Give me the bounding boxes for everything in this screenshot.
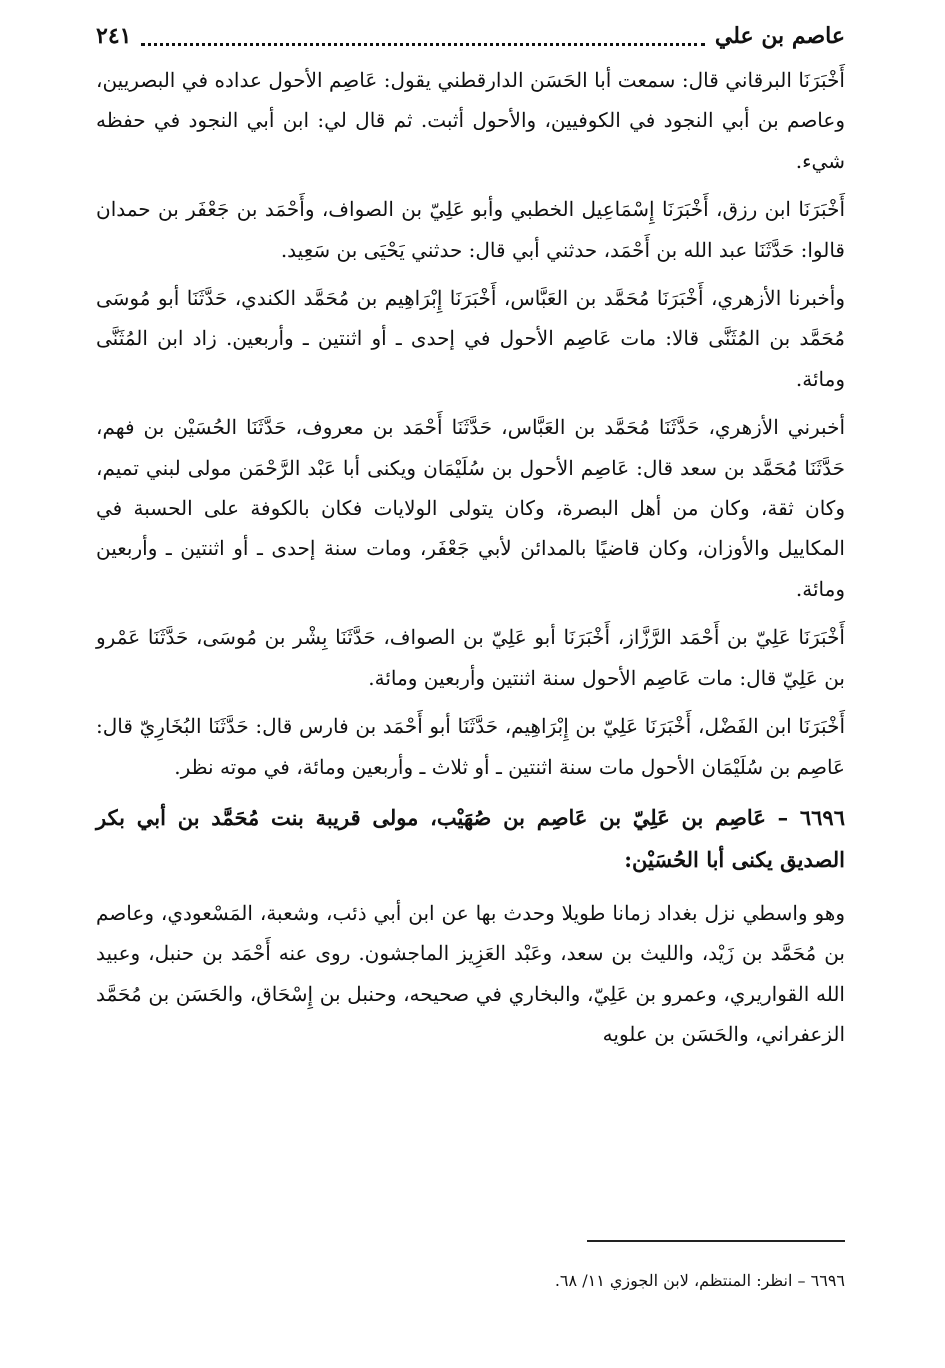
running-title: عاصم بن علي xyxy=(714,23,845,49)
footnote-separator xyxy=(587,1240,845,1242)
paragraph-2: أَخْبَرَنَا ابن رزق، أَخْبَرَنَا إِسْمَاعِيل الخطبي وأبو عَلِيّ بن الصواف، وأَحْمَد بن جَعْفَر بن حمدان قالوا: حَدَّثَنَا عبد الله بن أَحْمَد، حدثني أبي قال: حدثني يَحْيَى بن سَعِيد. xyxy=(96,197,845,262)
page-content xyxy=(96,14,845,1063)
running-header xyxy=(96,14,845,56)
paragraph-6: أَخْبَرَنَا ابن الفَضْل، أَخْبَرَنَا عَلِيّ بن إِبْرَاهِيم، حَدَّثَنَا أبو أَحْمَد بن فارس قال: حَدَّثَنَا البُخَارِيّ قال: عَاصِم بن سُلَيْمَان الأحول مات سنة اثنتين ـ أو ثلاث ـ وأربعين ومائة، في موته نظر. xyxy=(96,714,845,779)
footnote: ٦٦٩٦ – انظر: المنتظم، لابن الجوزي ١١/ ٦٨. xyxy=(554,1271,845,1290)
paragraph-3: وأخبرنا الأزهري، أَخْبَرَنَا مُحَمَّد بن العَبَّاس، أَخْبَرَنَا إِبْرَاهِيم بن مُحَمَّد الكندي، حَدَّثَنَا أبو مُوسَى مُحَمَّد بن المُثَنَّى قالا: مات عَاصِم الأحول في إحدى ـ أو اثنتين ـ وأربعين. زاد ابن المُثَنَّى ومائة. xyxy=(96,286,845,391)
paragraph-4: أخبرني الأزهري، حَدَّثَنَا مُحَمَّد بن العَبَّاس، حَدَّثَنَا أَحْمَد بن معروف، حَدَّثَنَا الحُسَيْن بن فهم، حَدَّثَنَا مُحَمَّد بن سعد قال: عَاصِم الأحول بن سُلَيْمَان ويكنى أبا عَبْد الرَّحْمَن مولى لبني تميم، وكان ثقة، وكان من أهل البصرة، وكان يتولى الولايات فكان بالكوفة على الحسبة في المكاييل والأوزان، وكان قاضيًا بالمدائن لأبي جَعْفَر، ومات سنة إحدى ـ أو اثنتين ـ وأربعين ومائة. xyxy=(96,415,845,601)
paragraph-5: أَخْبَرَنَا عَلِيّ بن أَحْمَد الرَّزَّاز، أَخْبَرَنَا أبو عَلِيّ بن الصواف، حَدَّثَنَا بِشْر بن مُوسَى، حَدَّثَنَا عَمْرو بن عَلِيّ قال: مات عَاصِم الأحول سنة اثنتين وأربعين ومائة. xyxy=(96,625,845,690)
header-dot-leader xyxy=(141,43,704,46)
paragraph-1: أَخْبَرَنَا البرقاني قال: سمعت أبا الحَسَن الدارقطني يقول: عَاصِم الأحول عداده في البصريين، وعاصم بن أبي النجود في الكوفيين، والأحول أثبت. ثم قال لي: ابن أبي النجود في حفظه شيء. xyxy=(96,68,845,173)
page-number: ٢٤١ xyxy=(96,23,132,49)
entry-heading: ٦٦٩٦ – عَاصِم بن عَلِيّ بن عَاصِم بن صُهَيْب، مولى قريبة بنت مُحَمَّد بن أبي بكر الصديق يكنى أبا الحُسَيْن: xyxy=(96,804,845,872)
entry-body: وهو واسطي نزل بغداد زمانا طويلا وحدث بها عن ابن أبي ذئب، وشعبة، المَسْعودي، وعاصم بن مُحَمَّد بن زَيْد، والليث بن سعد، وعَبْد العَزِيز الماجشون. روى عنه أَحْمَد بن حنبل، وعبيد الله القواريري، وعمرو بن عَلِيّ، والبخاري في صحيحه، وحنبل بن إِسْحَاق، والحَسَن بن مُحَمَّد الزعفراني، والحَسَن بن علويه xyxy=(96,900,845,1047)
